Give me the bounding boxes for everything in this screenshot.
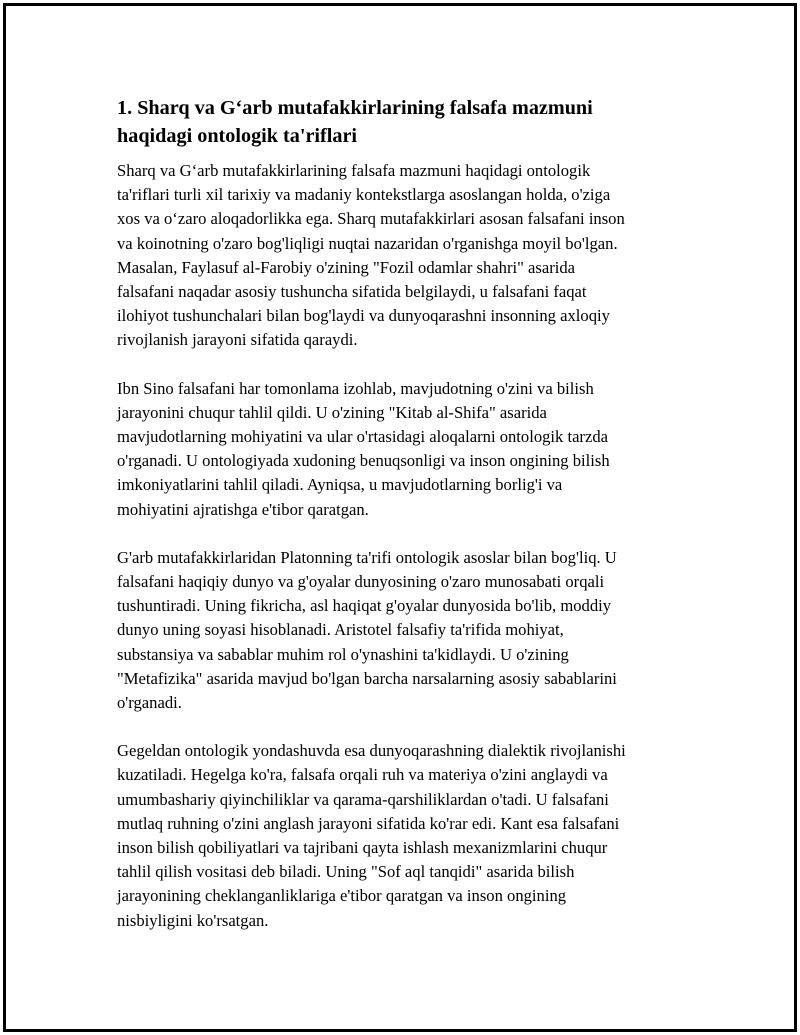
text-line: umumbashariy qiyinchiliklar va qarama-qarshiliklardan o'tadi. U falsafani <box>117 789 609 809</box>
paragraph-ibn-sino <box>117 377 687 522</box>
text-line: o'rganadi. U ontologiyada xudoning benuqsonligi va inson ongining bilish <box>117 451 610 471</box>
text-line: kuzatiladi. Hegelga ko'ra, falsafa orqali ruh va materiya o'zini anglaydi va <box>117 765 608 785</box>
text-line: va koinotning o'zaro bog'liqligi nuqtai nazaridan o'rganishga moyil bo'lgan. <box>117 233 618 253</box>
text-line: mavjudotlarning mohiyatini va ular o'rtasidagi aloqalarni ontologik tarzda <box>117 427 608 447</box>
paragraph-farobiy <box>117 159 687 353</box>
text-line: tushuntiradi. Uning fikricha, asl haqiqat g'oyalar dunyosida bo'lib, moddiy <box>117 596 612 616</box>
text-line: nisbiyligini ko'rsatgan. <box>117 910 269 930</box>
text-line: Gegeldan ontologik yondashuvda esa dunyoqarashning dialektik rivojlanishi <box>117 741 626 761</box>
text-line: tahlil qilish vositasi deb biladi. Uning "Sof aql tanqidi" asarida bilish <box>117 862 575 882</box>
text-line: Masalan, Faylasuf al-Farobiy o'zining "Fozil odamlar shahri" asarida <box>117 257 575 277</box>
text-line: falsafani naqadar asosiy tushuncha sifatida belgilaydi, u falsafani faqat <box>117 282 587 302</box>
text-line: "Metafizika" asarida mavjud bo'lgan barcha narsalarning asosiy sabablarini <box>117 668 617 688</box>
document-content <box>117 94 687 957</box>
section-title <box>117 94 687 150</box>
text-line: rivojlanish jarayoni sifatida qaraydi. <box>117 330 358 350</box>
text-line: G'arb mutafakkirlaridan Platonning ta'rifi ontologik asoslar bilan bog'liq. U <box>117 547 617 567</box>
text-line: falsafani haqiqiy dunyo va g'oyalar dunyosining o'zaro munosabati orqali <box>117 572 605 592</box>
text-line: Sharq va G‘arb mutafakkirlarining falsafa mazmuni haqidagi ontologik <box>117 161 591 180</box>
title-line: 1. Sharq va G‘arb mutafakkirlarining falsafa mazmuni <box>117 97 593 119</box>
text-line: jarayonining cheklanganliklariga e'tibor qaratgan va inson ongining <box>117 886 567 906</box>
text-line: substansiya va sabablar muhim rol o'ynashini ta'kidlaydi. U o'zining <box>117 644 569 664</box>
text-line: dunyo uning soyasi hisoblanadi. Aristotel falsafiy ta'rifida mohiyat, <box>117 620 564 640</box>
text-line: inson bilish qobiliyatlari va tajribani qayta ishlash mexanizmlarini chuqur <box>117 838 608 858</box>
paragraph-platon-aristotel <box>117 546 687 715</box>
text-line: mutlaq ruhning o'zini anglash jarayoni sifatida ko'rar edi. Kant esa falsafani <box>117 813 620 833</box>
text-line: jarayonini chuqur tahlil qildi. U o'zining "Kitab al-Shifa" asarida <box>117 402 547 422</box>
text-line: ta'riflari turli xil tarixiy va madaniy kontekstlarga asoslangan holda, o'ziga <box>117 185 611 205</box>
text-line: o'rganadi. <box>117 693 182 713</box>
text-line: imkoniyatlarini tahlil qiladi. Ayniqsa, u mavjudotlarning borlig'i va <box>117 475 563 495</box>
paragraph-hegel-kant <box>117 739 687 933</box>
text-line: mohiyatini ajratishga e'tibor qaratgan. <box>117 499 369 519</box>
text-line: Ibn Sino falsafani har tomonlama izohlab, mavjudotning o'zini va bilish <box>117 378 594 398</box>
title-line: haqidagi ontologik ta'riflari <box>117 125 358 147</box>
text-line: ilohiyot tushunchalari bilan bog'laydi va dunyoqarashni insonning axloqiy <box>117 306 610 326</box>
text-line: xos va o‘zaro aloqadorlikka ega. Sharq mutafakkirlari asosan falsafani inson <box>117 209 625 229</box>
